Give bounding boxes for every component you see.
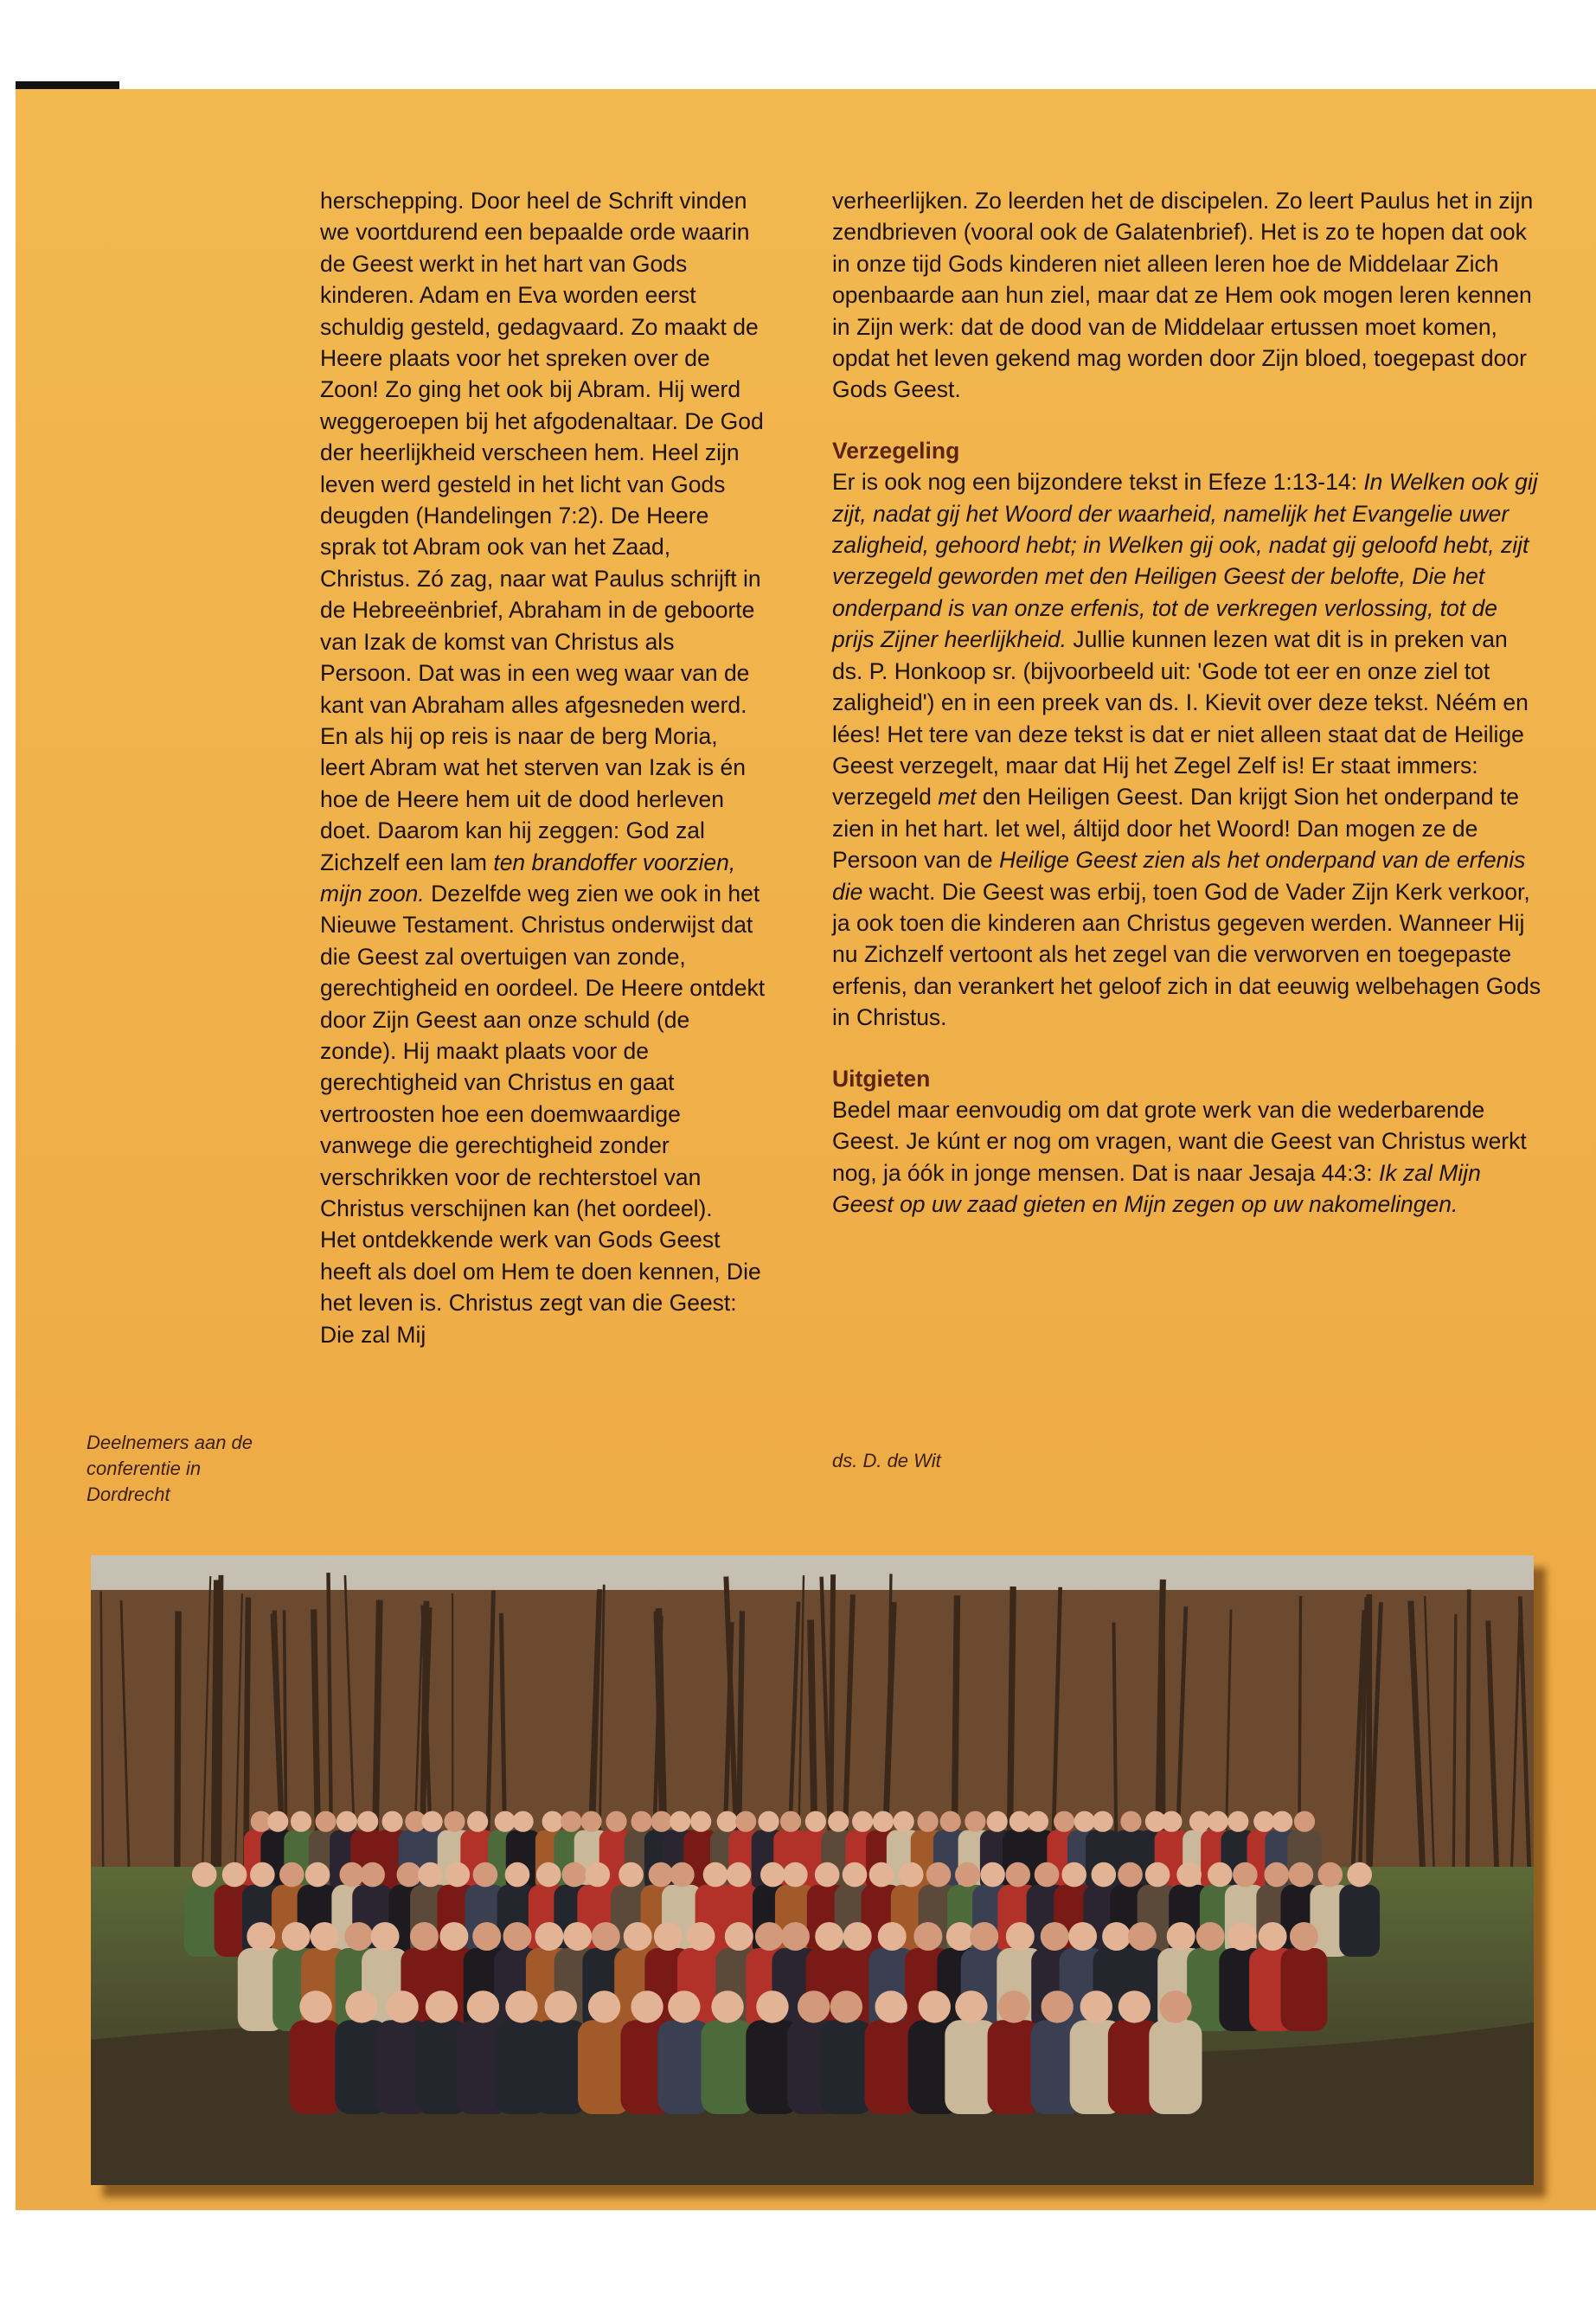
person-head — [735, 1811, 756, 1832]
person-head — [563, 1922, 592, 1951]
person-head — [1208, 1862, 1233, 1888]
column-right — [832, 185, 1542, 1221]
person-head — [1042, 1990, 1074, 2022]
person-body — [1149, 2020, 1202, 2114]
person-head — [1118, 1990, 1151, 2022]
person-head — [649, 1862, 674, 1888]
photo-caption: Deelnemers aan de conferentie in Dordrecht — [87, 1432, 253, 1505]
person-head — [1294, 1811, 1315, 1832]
person-head — [291, 1811, 311, 1832]
person-head — [690, 1811, 711, 1832]
person-head — [357, 1811, 378, 1832]
person-head — [1035, 1862, 1060, 1888]
person-head — [919, 1990, 951, 2022]
section-heading: Uitgieten — [832, 1065, 931, 1092]
person-head — [495, 1811, 516, 1832]
person-head — [222, 1862, 247, 1888]
person-head — [1074, 1811, 1095, 1832]
person-head — [586, 1862, 611, 1888]
person-head — [815, 1862, 840, 1888]
person-head — [873, 1811, 894, 1832]
person-head — [545, 1990, 577, 2022]
person-head — [1080, 1990, 1112, 2022]
paragraph: verheerlijken. Zo leerden het de discipelen. Zo leert Paulus het in zijn zendbrieven (vooral ook de Galatenbrief). Het is zo te hopen dat ook in onze tijd Gods kinderen niet alleen leren hoe de Middelaar Zich openbaarde aan hun ziel, maar dat ze Hem ook mogen leren kennen in Zijn werk: dat de dood van de Middelaar ertussen moet komen, opdat het leven gekend mag worden door Zijn bloed, toegepast door Gods Geest. — [832, 188, 1534, 403]
person-head — [1290, 1922, 1318, 1951]
person-head — [467, 1990, 499, 2022]
person-head — [1041, 1922, 1069, 1951]
person-head — [337, 1811, 357, 1832]
person-head — [562, 1862, 587, 1888]
person-head — [815, 1922, 843, 1951]
person-head — [386, 1990, 418, 2022]
person-head — [315, 1811, 336, 1832]
person-head — [360, 1862, 385, 1888]
person-head — [305, 1862, 330, 1888]
person-head — [631, 1811, 651, 1832]
person-head — [535, 1922, 563, 1951]
person-head — [1253, 1811, 1274, 1832]
person-head — [624, 1922, 652, 1951]
person-head — [843, 1862, 868, 1888]
column-left — [320, 185, 766, 1350]
person-head — [1228, 1922, 1257, 1951]
person-head — [758, 1811, 779, 1832]
person-head — [418, 1862, 443, 1888]
person-head — [717, 1811, 738, 1832]
person-head — [1145, 1862, 1170, 1888]
top-rule — [16, 81, 119, 89]
person-head — [279, 1862, 304, 1888]
person-head — [1118, 1862, 1143, 1888]
paragraph: Het ontdekkende werk van Gods Geest heeft als doel om Hem te doen kennen, Die het leven is. Christus zegt van die Geest: Die zal Mij — [320, 1227, 761, 1348]
person-head — [439, 1922, 468, 1951]
person-head — [311, 1922, 339, 1951]
person-head — [1091, 1862, 1116, 1888]
person-head — [1054, 1811, 1074, 1832]
person-head — [917, 1811, 938, 1832]
person-head — [828, 1811, 849, 1832]
person-head — [756, 1990, 788, 2022]
person-head — [542, 1811, 563, 1832]
person-head — [711, 1990, 743, 2022]
person-head — [1233, 1862, 1258, 1888]
person-head — [580, 1811, 601, 1832]
person-head — [473, 1862, 498, 1888]
person-head — [1006, 1922, 1035, 1951]
person-head — [687, 1922, 715, 1951]
person-head — [250, 1862, 275, 1888]
person-head — [987, 1811, 1008, 1832]
person-head — [1176, 1862, 1202, 1888]
person-head — [1289, 1862, 1314, 1888]
person-head — [606, 1811, 626, 1832]
person-head — [970, 1922, 998, 1951]
person-head — [1227, 1811, 1248, 1832]
person-head — [1128, 1922, 1157, 1951]
person-head — [760, 1862, 785, 1888]
person-head — [654, 1922, 683, 1951]
person-head — [913, 1922, 942, 1951]
person-head — [1010, 1811, 1030, 1832]
person-head — [536, 1862, 561, 1888]
person-head — [345, 1990, 377, 2022]
person-head — [1189, 1811, 1210, 1832]
person-head — [397, 1862, 422, 1888]
person-body — [289, 2020, 342, 2114]
person-head — [472, 1922, 501, 1951]
person-head — [997, 1990, 1029, 2022]
person-head — [382, 1811, 403, 1832]
person-head — [727, 1862, 752, 1888]
person-head — [805, 1811, 826, 1832]
person-head — [1159, 1990, 1191, 2022]
person-head — [899, 1862, 924, 1888]
person-head — [843, 1922, 872, 1951]
paragraph: Er is ook nog een bijzondere tekst in Efeze 1:13-14: In Welken ook gij zijt, nadat gij het Woord der waarheid, namelijk het Evangelie uwer zaligheid, gehoord hebt; in Welken gij ook, nadat gij geloofd hebt, zijt verzegeld geworden met den Heiligen Geest der belofte, Die het onderpand is van onze erfenis, tot de verkregen verlossing, tot de prijs Zijner heerlijkheid. Jullie kunnen lezen wat dit is in preken van ds. P. Honkoop sr. (bijvoorbeeld uit: 'Gode tot eer en onze ziel tot zaligheid') en in een preek van ds. I. Kievit over deze tekst. Néém en lées! Het tere van deze tekst is dat er niet alleen staat dat de Heilige Geest verzegelt, maar dat Hij het Zegel Zelf is! Er staat immers: verzegeld met den Heiligen Geest. Dan krijgt Sion het onderpand te zien in het hart. let wel, áltijd door het Woord! Dan mogen ze de Persoon van de Heilige Geest zien als het onderpand van de erfenis die wacht. Die Geest was erbij, toen God de Vader Zijn Kerk verkoor, ja ook toen die kinderen aan Christus gegeven werden. Wanneer Hij nu Zichzelf vertoont als het zegel van die verworven en toegepaste erfenis, dan verankert het geloof zich in dat eeuwig welbehagen Gods in Christus. — [832, 469, 1542, 1031]
person-head — [1264, 1862, 1289, 1888]
person-head — [1005, 1862, 1030, 1888]
person-head — [505, 1990, 537, 2022]
person-head — [926, 1862, 952, 1888]
person-head — [561, 1811, 581, 1832]
person-head — [878, 1922, 907, 1951]
person-head — [668, 1990, 700, 2022]
person-head — [830, 1990, 862, 2022]
person-head — [894, 1811, 914, 1832]
person-head — [1068, 1922, 1097, 1951]
person-head — [798, 1990, 830, 2022]
person-head — [444, 1811, 465, 1832]
person-head — [1102, 1922, 1131, 1951]
person-head — [588, 1990, 620, 2022]
person-head — [651, 1811, 672, 1832]
person-head — [670, 1862, 695, 1888]
person-head — [1347, 1862, 1372, 1888]
paragraph: Bedel maar eenvoudig om dat grote werk van die wederbarende Geest. Je kúnt er nog om vragen, want die Geest van Christus werkt nog, ja óók in jonge mensen. Dat is naar Jesaja 44:3: Ik zal Mijn Geest op uw zaad gieten en Mijn zegen op uw nakomelingen. — [832, 1096, 1527, 1218]
person-head — [1093, 1811, 1113, 1832]
person-head — [426, 1990, 458, 2022]
person-head — [1317, 1862, 1343, 1888]
person-head — [344, 1922, 373, 1951]
paragraph: herschepping. Door heel de Schrift vinden we voortdurend een bepaalde orde waarin de Geest werkt in het hart van Gods kinderen. Adam en Eva worden eerst schuldig gesteld, gedagvaard. Zo maakt de Heere plaats voor het spreken over de Zoon! Zo ging het ook bij Abram. Hij werd weggeroepen bij het afgodenaltaar. De God der heerlijkheid verscheen hem. Heel zijn leven werd gesteld in het licht van Gods deugden (Handelingen 7:2). De Heere sprak tot Abram ook van het Zaad, Christus. Zó zag, naar wat Paulus schrijft in de Hebreeënbrief, Abraham in de geboorte van Izak de komst van Christus als Persoon. Dat was in een weg waar van de kant van Abraham alles afgesneden werd. En als hij op reis is naar de berg Moria, leert Abram wat het sterven van Izak is én hoe de Heere hem uit de dood herleven doet. Daarom kan hij zeggen: God zal Zichzelf een lam ten brandoffer voorzien, mijn zoon. Dezelfde weg zien we ook in het Nieuwe Testament. Christus onderwijst dat die Geest zal overtuigen van zonde, gerechtigheid en oordeel. De Heere ontdekt door Zijn Geest aan onze schuld (de zonde). Hij maakt plaats voor de gerechtigheid van Christus en gaat vertroosten hoe een doemwaardige vanwege die gerechtigheid zonder verschrikken voor de rechterstoel van Christus verschijnen kan (het oordeel). — [320, 188, 766, 1221]
person-head — [267, 1811, 288, 1832]
person-head — [780, 1811, 801, 1832]
person-head — [192, 1862, 217, 1888]
person-head — [592, 1922, 620, 1951]
person-head — [512, 1811, 533, 1832]
person-head — [445, 1862, 471, 1888]
section-heading: Verzegeling — [832, 437, 960, 464]
person-head — [755, 1922, 784, 1951]
person-head — [1167, 1922, 1195, 1951]
group-photo-illustration — [91, 1555, 1534, 2185]
person-head — [247, 1922, 275, 1951]
person-body — [1339, 1885, 1380, 1957]
person-head — [1120, 1811, 1141, 1832]
person-head — [1259, 1922, 1287, 1951]
person-head — [940, 1811, 961, 1832]
person-head — [1028, 1811, 1048, 1832]
person-head — [965, 1811, 985, 1832]
person-head — [875, 1990, 907, 2022]
person-head — [1272, 1811, 1292, 1832]
person-head — [1061, 1862, 1086, 1888]
person-head — [631, 1990, 663, 2022]
person-head — [1161, 1811, 1182, 1832]
person-body — [1280, 1948, 1327, 2031]
person-head — [467, 1811, 488, 1832]
person-head — [410, 1922, 439, 1951]
person-head — [869, 1862, 894, 1888]
person-head — [503, 1922, 531, 1951]
person-head — [725, 1922, 753, 1951]
person-head — [955, 1862, 980, 1888]
person-head — [1196, 1922, 1225, 1951]
person-head — [670, 1811, 690, 1832]
person-head — [282, 1922, 311, 1951]
person-head — [1208, 1811, 1228, 1832]
person-head — [619, 1862, 644, 1888]
person-head — [980, 1862, 1005, 1888]
person-head — [371, 1922, 400, 1951]
person-head — [852, 1811, 873, 1832]
person-head — [783, 1862, 808, 1888]
person-head — [781, 1922, 810, 1951]
author-signature: ds. D. de Wit — [832, 1450, 941, 1471]
person-head — [505, 1862, 530, 1888]
person-head — [703, 1862, 728, 1888]
person-head — [421, 1811, 442, 1832]
person-head — [955, 1990, 987, 2022]
person-head — [299, 1990, 331, 2022]
group-photo — [91, 1555, 1534, 2185]
